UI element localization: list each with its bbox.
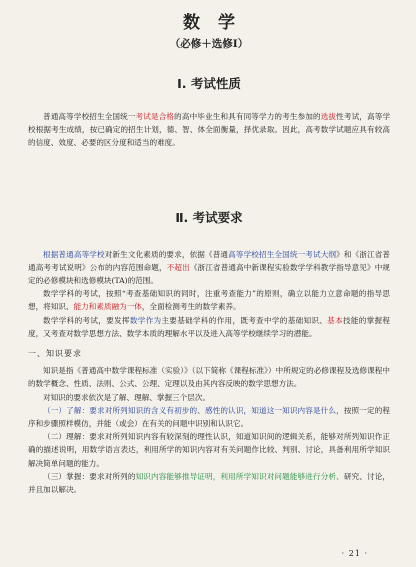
text-run: 对知识的要求依次是了解、理解、掌握三个层次。 [43, 392, 211, 402]
page-number: · 21 · [341, 549, 368, 558]
text-run: （二）理解：要求对所列知识内容有较深刻的理性认识，知道知识间的逻辑关系，能够对所列知识作正确的描述说明，用数学语言表达，利用所学的知识内容对有关问题作比较、判别、讨论，具备利用所学知识解决简单问题的能力。 [28, 432, 390, 468]
paragraph-exam-nature [28, 110, 390, 150]
text-run: 知识是指《普通高中数学课程标准（实验）》（以下简称《课程标准》）中所规定的必修课程及选修课程中的数学概念、性质、法则、公式、公理、定理以及由其内容反映的数学思想方法。 [28, 366, 390, 389]
paragraph-knowledge-levels [28, 391, 390, 404]
text-run: 主要基础学科的作用，既考查中学的基础知识、 [161, 315, 328, 325]
paragraph-knowledge-definition [28, 364, 390, 390]
text-run: 数学学科的考试，按照“考查基础知识的同时，注重考查能力”的原则，确立以能力立意命题的指导思想，将知识、 [28, 289, 390, 312]
text-run: 《浙江省普通高中新课程实验数学学科教学指导意见》中规定的必修模块和选修模块(TA)的范围。 [28, 262, 391, 286]
paragraph-role [28, 314, 390, 340]
text-run: 不超出 [166, 262, 190, 272]
section-heading-exam-requirements: Ⅱ. 考试要求 [175, 209, 243, 225]
text-run: 按照一定的程序和步骤照样模仿，并能（或会）在有关的问题中识别和认识它。 [28, 405, 391, 429]
paragraph-level-understand-basic [28, 404, 390, 430]
text-run: 对新生文化素质的要求，依据《普通 [104, 249, 229, 259]
document-subtitle: （必修＋选修Ⅰ） [169, 38, 249, 50]
paragraph-level-comprehend [28, 430, 390, 470]
text-run: 的高中毕业生和具有同等学力的考生参加的 [174, 112, 321, 121]
text-run: 性考试，高等学校根据考生成绩，按已确定的招生计划，德、智、体全面衡量，择优录取。因此，高考数学试题应具有较高的信度、效度、必要的区分度和适当的难度。 [28, 112, 391, 148]
text-run: 数学学科的考试，要发挥 [43, 315, 130, 325]
text-run: （三）掌握：要求对所列的 [43, 471, 136, 481]
text-run: 》和《浙江省普通高考考试说明》公布的内容范围命题， [28, 249, 391, 272]
document-title: 数学 [183, 13, 253, 33]
text-run: 根据普通高等学校 [43, 249, 105, 259]
text-run: 研究、讨论，并且加以解决。 [28, 471, 391, 495]
paragraph-level-master [28, 470, 390, 496]
text-run: ，全面检测考生的数学素养。 [141, 302, 241, 312]
paragraph-principle [28, 287, 390, 313]
text-run: 考试是合格 [135, 112, 175, 121]
text-run: 数学作为 [129, 315, 162, 325]
document-page [0, 12, 416, 567]
text-run: （一）了解：要求对所列知识的含义有初步的、感性的认识，知道这一知识内容是什么， [43, 405, 344, 415]
text-run: 知识内容能够推导证明，利用所学知识对问题能够进行分析、 [135, 471, 344, 481]
subsection-heading-knowledge: 一、知识要求 [28, 349, 82, 359]
text-run: 基本 [327, 315, 343, 325]
text-run: 技能的掌握程度，又考查对数学思想方法、数学本质的理解水平以及进入高等学校继续学习的潜能。 [28, 315, 391, 338]
text-run: 能力和素质融为一体 [73, 302, 142, 312]
text-run: 普通高等学校招生全国统一 [43, 112, 136, 121]
text-run: 高等学校招生全国统一考试大纲 [228, 249, 337, 259]
section-heading-exam-nature: Ⅰ. 考试性质 [177, 76, 241, 91]
paragraph-basis [28, 248, 390, 288]
text-run: 选拔 [320, 112, 337, 121]
